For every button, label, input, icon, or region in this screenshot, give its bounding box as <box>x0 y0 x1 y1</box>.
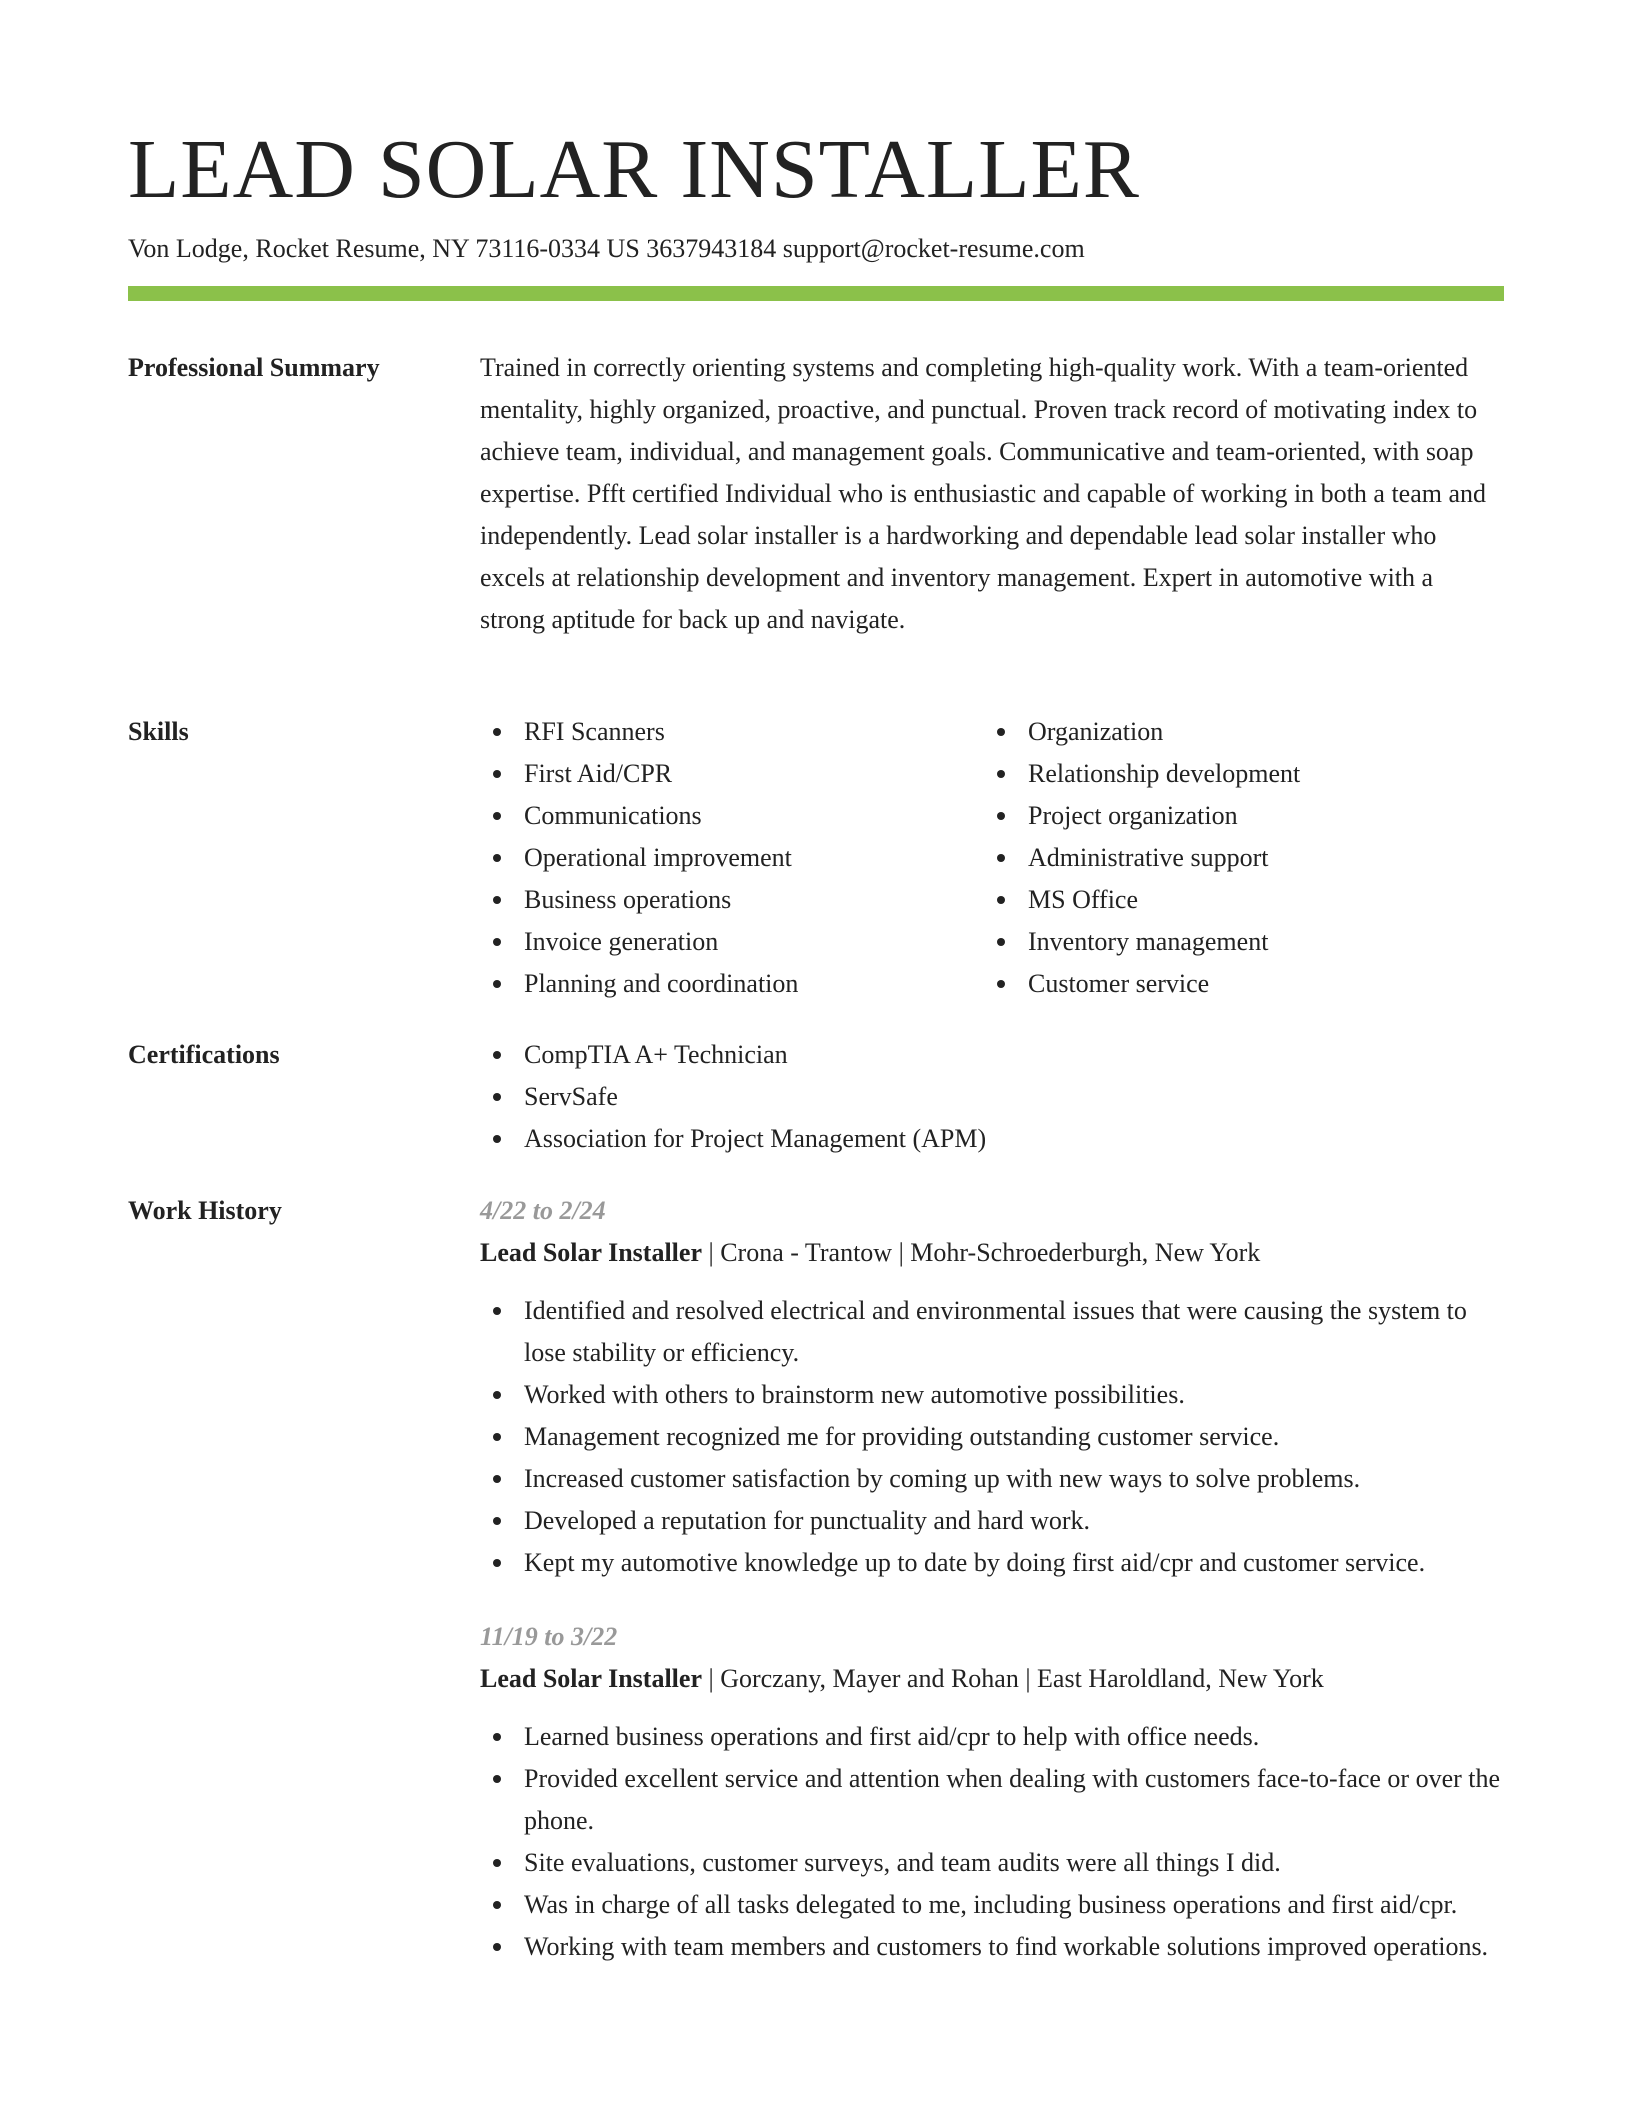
resume-title: LEAD SOLAR INSTALLER <box>128 123 1140 216</box>
skill-item: Planning and coordination <box>480 963 984 1005</box>
skills-list-right <box>984 711 1488 1005</box>
job-entry <box>480 1616 1504 1968</box>
skills-columns <box>480 711 1504 1005</box>
job-bullet-list <box>480 1716 1504 1968</box>
job-bullet: Was in charge of all tasks delegated to me, including business operations and first aid/cpr. <box>480 1884 1504 1926</box>
certifications-list <box>480 1034 1504 1160</box>
job-dates: 4/22 to 2/24 <box>480 1196 606 1225</box>
certification-item: CompTIA A+ Technician <box>480 1034 1504 1076</box>
job-bullet: Learned business operations and first aid/cpr to help with office needs. <box>480 1716 1504 1758</box>
skills-heading: Skills <box>128 717 189 746</box>
job-dates: 11/19 to 3/22 <box>480 1622 618 1651</box>
job-bullet: Increased customer satisfaction by coming up with new ways to solve problems. <box>480 1458 1504 1500</box>
summary-heading: Professional Summary <box>128 353 380 382</box>
job-employer-location: | Crona - Trantow | Mohr-Schroederburgh, New York <box>701 1238 1261 1267</box>
skill-item: Communications <box>480 795 984 837</box>
skill-item: Invoice generation <box>480 921 984 963</box>
skill-item: Customer service <box>984 963 1488 1005</box>
skill-item: Administrative support <box>984 837 1488 879</box>
work-history-heading: Work History <box>128 1196 282 1225</box>
job-bullet-list <box>480 1290 1504 1584</box>
skill-item: MS Office <box>984 879 1488 921</box>
job-heading <box>480 1232 1504 1274</box>
job-bullet: Management recognized me for providing outstanding customer service. <box>480 1416 1504 1458</box>
job-employer-location: | Gorczany, Mayer and Rohan | East Haroldland, New York <box>701 1664 1324 1693</box>
accent-divider <box>128 286 1504 301</box>
job-bullet: Kept my automotive knowledge up to date by doing first aid/cpr and customer service. <box>480 1542 1504 1584</box>
job-title: Lead Solar Installer <box>480 1664 702 1693</box>
skill-item: RFI Scanners <box>480 711 984 753</box>
skill-item: Organization <box>984 711 1488 753</box>
certification-item: Association for Project Management (APM) <box>480 1118 1504 1160</box>
job-entry <box>480 1190 1504 1584</box>
job-bullet: Identified and resolved electrical and environmental issues that were causing the system to lose stability or efficiency. <box>480 1290 1504 1374</box>
job-heading <box>480 1658 1504 1700</box>
job-bullet: Worked with others to brainstorm new automotive possibilities. <box>480 1374 1504 1416</box>
job-bullet: Working with team members and customers to find workable solutions improved operations. <box>480 1926 1504 1968</box>
job-bullet: Developed a reputation for punctuality and hard work. <box>480 1500 1504 1542</box>
certification-item: ServSafe <box>480 1076 1504 1118</box>
certifications-heading: Certifications <box>128 1040 280 1069</box>
skill-item: Inventory management <box>984 921 1488 963</box>
job-title: Lead Solar Installer <box>480 1238 702 1267</box>
skill-item: First Aid/CPR <box>480 753 984 795</box>
summary-text: Trained in correctly orienting systems and completing high-quality work. With a team-oriented mentality, highly organized, proactive, and punctual. Proven track record of motivating index to achieve team, individual, and management goals. Communicative and team-oriented, with soap expertise. Pfft certified Individual who is enthusiastic and capable of working in both a team and independently. Lead solar installer is a hardworking and dependable lead solar installer who excels at relationship development and inventory management. Expert in automotive with a strong aptitude for back up and navigate. <box>480 353 1487 634</box>
contact-line: Von Lodge, Rocket Resume, NY 73116-0334 US 3637943184 support@rocket-resume.com <box>128 234 1085 263</box>
skill-item: Project organization <box>984 795 1488 837</box>
job-bullet: Site evaluations, customer surveys, and team audits were all things I did. <box>480 1842 1504 1884</box>
skill-item: Operational improvement <box>480 837 984 879</box>
job-bullet: Provided excellent service and attention when dealing with customers face-to-face or over the phone. <box>480 1758 1504 1842</box>
skill-item: Relationship development <box>984 753 1488 795</box>
skill-item: Business operations <box>480 879 984 921</box>
skills-list-left <box>480 711 984 1005</box>
